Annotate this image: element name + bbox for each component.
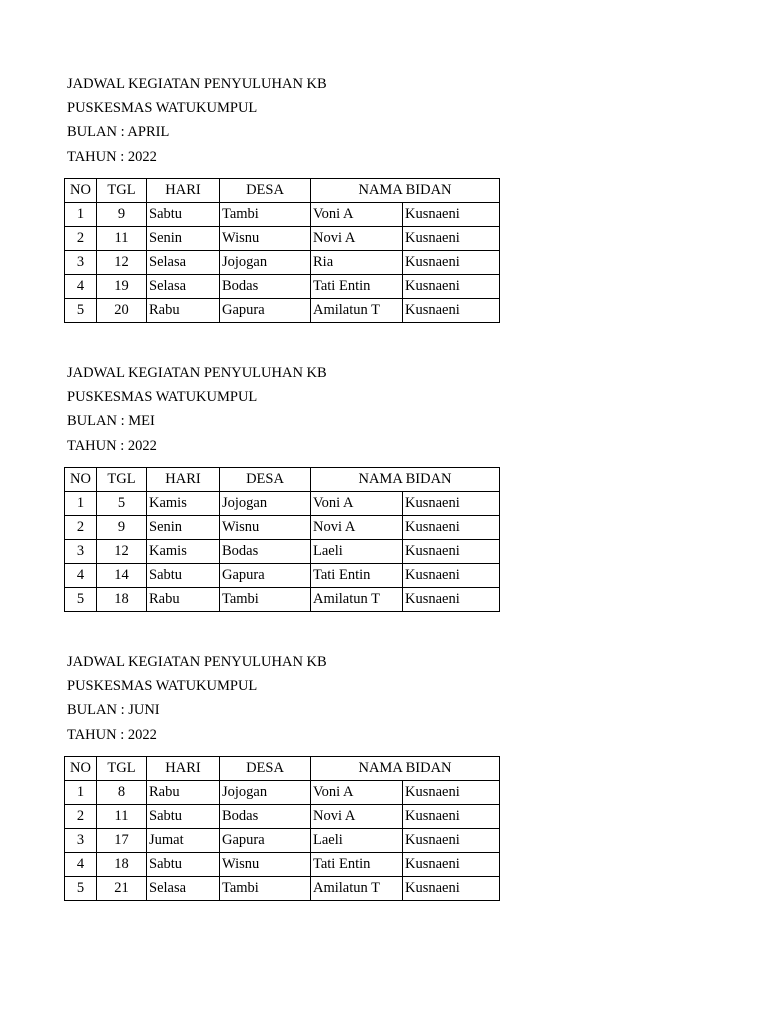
cell-tgl: 18 [97,853,147,877]
puskesmas-name: PUSKESMAS WATUKUMPUL [67,678,258,695]
cell-tgl: 17 [97,829,147,853]
cell-bidan: Amilatun T [311,299,403,323]
col-header-tgl: TGL [97,757,147,781]
year-label: TAHUN : 2022 [67,148,157,165]
cell-tgl: 5 [97,492,147,516]
cell-bidan: Novi A [311,805,403,829]
col-header-desa: DESA [220,468,311,492]
cell-no: 2 [65,805,97,829]
table-header-row [65,757,500,781]
cell-tgl: 18 [97,588,147,612]
cell-hari: Jumat [147,829,220,853]
cell-hari: Sabtu [147,203,220,227]
schedule-table [64,467,500,612]
cell-tgl: 11 [97,227,147,251]
cell-hari: Selasa [147,877,220,901]
col-header-desa: DESA [220,179,311,203]
cell-no: 5 [65,588,97,612]
cell-no: 5 [65,877,97,901]
table-row [65,853,500,877]
col-header-no: NO [65,757,97,781]
col-header-hari: HARI [147,468,220,492]
section-header [67,361,507,458]
cell-no: 2 [65,516,97,540]
schedule-table [64,756,500,901]
table-row [65,227,500,251]
document-title: JADWAL KEGIATAN PENYULUHAN KB [67,365,327,381]
cell-bidan-koordinator: Kusnaeni [403,588,500,612]
cell-bidan: Novi A [311,516,403,540]
cell-hari: Rabu [147,588,220,612]
cell-bidan-koordinator: Kusnaeni [403,251,500,275]
schedule-table [64,178,500,323]
month-label: BULAN : APRIL [67,124,170,141]
schedule-section-juni [67,650,507,896]
cell-bidan-koordinator: Kusnaeni [403,275,500,299]
cell-bidan-koordinator: Kusnaeni [403,829,500,853]
cell-desa: Tambi [220,877,311,901]
table-row [65,516,500,540]
cell-bidan: Tati Entin [311,275,403,299]
cell-bidan-koordinator: Kusnaeni [403,203,500,227]
cell-no: 1 [65,492,97,516]
col-header-nama-bidan: NAMA BIDAN [311,468,500,492]
cell-desa: Gapura [220,299,311,323]
table-row [65,588,500,612]
document-title: JADWAL KEGIATAN PENYULUHAN KB [67,654,327,670]
cell-hari: Senin [147,227,220,251]
cell-bidan: Voni A [311,203,403,227]
cell-desa: Tambi [220,588,311,612]
table-row [65,251,500,275]
cell-bidan-koordinator: Kusnaeni [403,564,500,588]
cell-hari: Sabtu [147,853,220,877]
col-header-no: NO [65,179,97,203]
table-header-row [65,468,500,492]
col-header-hari: HARI [147,179,220,203]
schedule-section-mei [67,361,507,607]
puskesmas-name: PUSKESMAS WATUKUMPUL [67,100,258,117]
cell-no: 1 [65,781,97,805]
cell-bidan: Voni A [311,781,403,805]
cell-tgl: 19 [97,275,147,299]
cell-no: 4 [65,564,97,588]
table-row [65,203,500,227]
col-header-desa: DESA [220,757,311,781]
cell-bidan-koordinator: Kusnaeni [403,516,500,540]
cell-bidan-koordinator: Kusnaeni [403,540,500,564]
cell-no: 2 [65,227,97,251]
cell-tgl: 9 [97,203,147,227]
cell-bidan-koordinator: Kusnaeni [403,877,500,901]
col-header-tgl: TGL [97,468,147,492]
cell-no: 4 [65,275,97,299]
cell-tgl: 21 [97,877,147,901]
table-row [65,540,500,564]
cell-bidan: Tati Entin [311,564,403,588]
table-row [65,299,500,323]
cell-no: 3 [65,251,97,275]
month-label: BULAN : MEI [67,413,155,430]
cell-hari: Sabtu [147,564,220,588]
section-header [67,650,507,747]
cell-desa: Wisnu [220,516,311,540]
cell-bidan: Laeli [311,829,403,853]
cell-bidan: Amilatun T [311,588,403,612]
cell-hari: Selasa [147,275,220,299]
cell-hari: Kamis [147,540,220,564]
document-title: JADWAL KEGIATAN PENYULUHAN KB [67,76,327,92]
cell-no: 3 [65,829,97,853]
cell-bidan-koordinator: Kusnaeni [403,781,500,805]
cell-desa: Gapura [220,564,311,588]
puskesmas-name: PUSKESMAS WATUKUMPUL [67,389,258,406]
cell-hari: Rabu [147,299,220,323]
cell-tgl: 8 [97,781,147,805]
cell-tgl: 12 [97,540,147,564]
cell-hari: Rabu [147,781,220,805]
section-header [67,72,507,169]
cell-desa: Tambi [220,203,311,227]
table-row [65,275,500,299]
cell-desa: Wisnu [220,227,311,251]
cell-hari: Sabtu [147,805,220,829]
cell-bidan: Amilatun T [311,877,403,901]
cell-desa: Jojogan [220,251,311,275]
cell-bidan: Laeli [311,540,403,564]
table-row [65,877,500,901]
table-row [65,781,500,805]
cell-no: 3 [65,540,97,564]
year-label: TAHUN : 2022 [67,437,157,454]
cell-tgl: 9 [97,516,147,540]
cell-tgl: 14 [97,564,147,588]
col-header-nama-bidan: NAMA BIDAN [311,757,500,781]
cell-hari: Senin [147,516,220,540]
cell-no: 1 [65,203,97,227]
cell-bidan-koordinator: Kusnaeni [403,299,500,323]
cell-bidan-koordinator: Kusnaeni [403,492,500,516]
col-header-nama-bidan: NAMA BIDAN [311,179,500,203]
cell-no: 4 [65,853,97,877]
cell-hari: Kamis [147,492,220,516]
cell-bidan-koordinator: Kusnaeni [403,805,500,829]
cell-tgl: 11 [97,805,147,829]
cell-desa: Bodas [220,805,311,829]
cell-desa: Gapura [220,829,311,853]
cell-bidan: Ria [311,251,403,275]
month-label: BULAN : JUNI [67,702,160,719]
cell-desa: Jojogan [220,492,311,516]
schedule-section-april [67,72,507,318]
cell-bidan: Tati Entin [311,853,403,877]
cell-bidan: Novi A [311,227,403,251]
cell-tgl: 12 [97,251,147,275]
cell-no: 5 [65,299,97,323]
cell-bidan-koordinator: Kusnaeni [403,227,500,251]
cell-tgl: 20 [97,299,147,323]
table-header-row [65,179,500,203]
col-header-tgl: TGL [97,179,147,203]
table-row [65,564,500,588]
year-label: TAHUN : 2022 [67,726,157,743]
cell-desa: Jojogan [220,781,311,805]
cell-desa: Wisnu [220,853,311,877]
cell-bidan-koordinator: Kusnaeni [403,853,500,877]
table-row [65,829,500,853]
col-header-hari: HARI [147,757,220,781]
col-header-no: NO [65,468,97,492]
table-row [65,805,500,829]
cell-bidan: Voni A [311,492,403,516]
table-row [65,492,500,516]
cell-desa: Bodas [220,540,311,564]
cell-desa: Bodas [220,275,311,299]
cell-hari: Selasa [147,251,220,275]
